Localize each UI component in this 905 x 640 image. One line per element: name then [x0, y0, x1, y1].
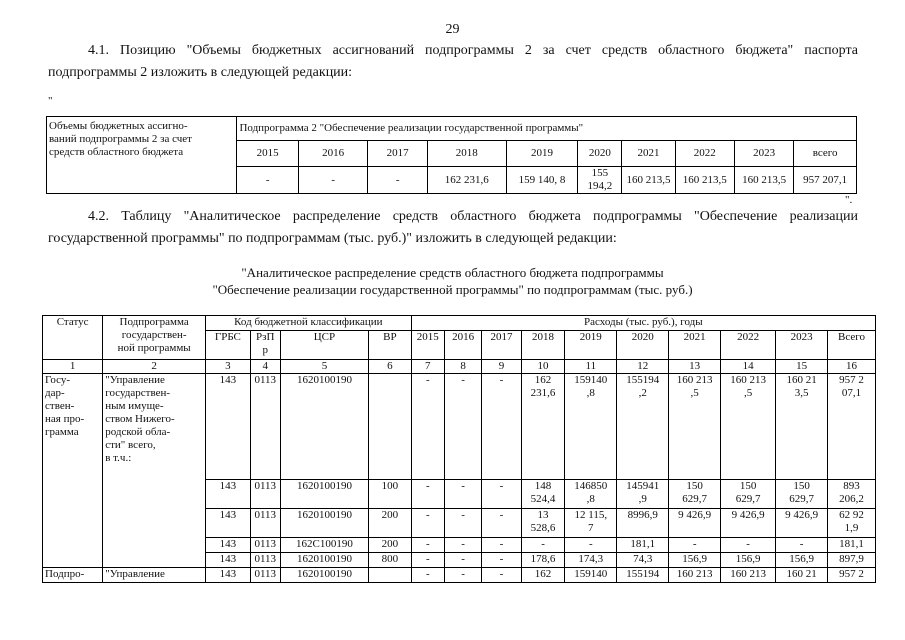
header-year: 2017: [482, 331, 521, 360]
header-budget-classification: Код бюджетной классификации: [206, 316, 412, 331]
header-year: 2022: [721, 331, 776, 360]
subprogram-header: Подпрограмма 2 "Обеспечение реализации государственной программы": [237, 117, 857, 141]
header-year: 2018: [521, 331, 565, 360]
year-header: 2018: [427, 141, 506, 167]
header-grbs: ГРБС: [206, 331, 251, 360]
year-value: 159 140, 8: [506, 167, 578, 194]
paragraph-4-2-line2: государственной программы" по подпрограммам (тыс. руб.)" изложить в следующей редакции:: [48, 231, 617, 246]
year-value: 160 213,5: [734, 167, 793, 194]
analytical-distribution-table: [42, 315, 876, 583]
paragraph-4-1: [48, 40, 858, 84]
year-value: -: [298, 167, 368, 194]
year-value: 957 207,1: [794, 167, 857, 194]
year-header: 2022: [675, 141, 734, 167]
year-header: 2015: [237, 141, 298, 167]
year-value: 155 194,2: [578, 167, 622, 194]
year-header: 2019: [506, 141, 578, 167]
year-value: -: [237, 167, 298, 194]
table-row: 143 0113 1620100190 200 - - - 13 528,6 12 115, 7 8996,9 9 426,9 9 426,9 9 426,9 62 92 1,9: [43, 509, 876, 538]
header-year: Всего: [828, 331, 876, 360]
paragraph-4-1-line2: подпрограммы 2 изложить в следующей редакции:: [48, 65, 353, 80]
table-row: 143 0113 162С100190 200 - - - - - 181,1 - - - 181,1: [43, 538, 876, 553]
table-row: Госу- дар- ствен- ная про- грамма "Управление государствен- ным имуще- ством Нижего- родской обла- сти" всего, в т.ч.: 143 0113 1620100190 - - - 162 231,6 159140 ,8 155194 ,2 160 213 ,5 160 213 ,5 160 21 3,5 957 2 07,1: [43, 374, 876, 480]
header-status: Статус: [43, 316, 103, 360]
quote-open: ": [48, 95, 53, 107]
year-header: 2017: [368, 141, 427, 167]
table-row: 143 0113 1620100190 100 - - - 148 524,4 146850 ,8 145941 ,9 150 629,7 150 629,7 150 629,7 893 206,2: [43, 480, 876, 509]
table-row: 143 0113 1620100190 800 - - - 178,6 174,3 74,3 156,9 156,9 156,9 897,9: [43, 553, 876, 568]
table-title-line1: "Аналитическое распределение средств областного бюджета подпрограммы: [241, 265, 664, 280]
header-year: 2016: [444, 331, 481, 360]
header-rzpr: РзП р: [250, 331, 280, 360]
year-value: 160 213,5: [675, 167, 734, 194]
year-value: -: [368, 167, 427, 194]
subprogram-name-2: "Управление: [103, 568, 206, 583]
header-vr: ВР: [369, 331, 412, 360]
page-number: 29: [445, 22, 460, 37]
column-number-row: 1 2 3 4 5 6 7 8 9 10 11 12 13 14 15 16: [43, 360, 876, 374]
year-value: 162 231,6: [427, 167, 506, 194]
status-subprogram: Подпро-: [43, 568, 103, 583]
year-header: всего: [794, 141, 857, 167]
header-subprogram: Подпрограмма государствен- ной программы: [103, 316, 206, 360]
paragraph-4-1-line1: 4.1. Позицию "Объемы бюджетных ассигнований подпрограммы 2 за счет средств областного бюджета" паспорта: [88, 43, 858, 58]
quote-close: ".: [845, 194, 853, 206]
year-header: 2020: [578, 141, 622, 167]
subprogram-name: "Управление государствен- ным имуще- ством Нижего- родской обла- сти" всего, в т.ч.:: [103, 374, 206, 568]
header-year: 2023: [776, 331, 828, 360]
year-header: 2016: [298, 141, 368, 167]
table-title-line2: "Обеспечение реализации государственной программы" по подпрограммам (тыс. руб.): [212, 282, 693, 297]
header-year: 2019: [565, 331, 617, 360]
status-state-program: Госу- дар- ствен- ная про- грамма: [43, 374, 103, 568]
budget-allocation-table: [46, 116, 857, 194]
paragraph-4-2: [48, 206, 858, 250]
header-year: 2020: [617, 331, 669, 360]
header-year: 2021: [669, 331, 721, 360]
header-year: 2015: [411, 331, 444, 360]
header-expenses: Расходы (тыс. руб.), годы: [411, 316, 875, 331]
allocation-label: Объемы бюджетных ассигно- ваний подпрограммы 2 за счет средств областного бюджета: [47, 117, 237, 194]
year-header: 2023: [734, 141, 793, 167]
paragraph-4-2-line1: 4.2. Таблицу "Аналитическое распределение средств областного бюджета подпрограммы "Обеспечение реализации: [88, 209, 858, 224]
table-title: [0, 264, 905, 298]
year-header: 2021: [622, 141, 675, 167]
table-row: Подпро- "Управление 143 0113 1620100190 - - - 162 159140 155194 160 213 160 213 160 21 957 2: [43, 568, 876, 583]
year-value: 160 213,5: [622, 167, 675, 194]
header-csr: ЦСР: [280, 331, 368, 360]
